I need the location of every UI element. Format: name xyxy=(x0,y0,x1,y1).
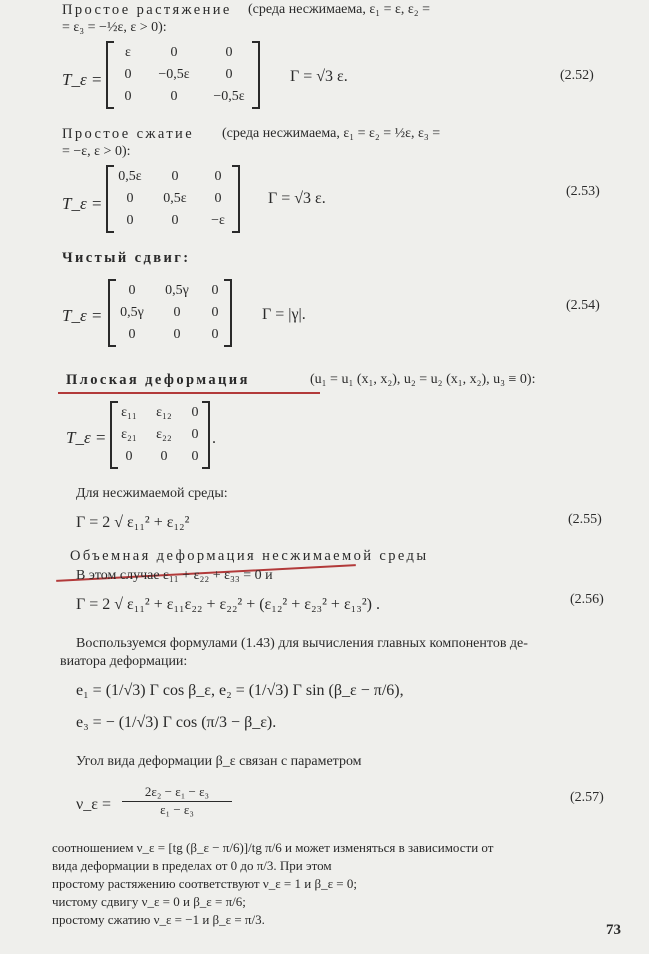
compression-gamma: Γ = √3 ε. xyxy=(268,190,326,207)
matrix-cell: 0 xyxy=(160,449,168,464)
principal-intro-line1: Воспользуемся формулами (1.43) для вычисления главных компонентов де- xyxy=(76,636,528,651)
matrix-cell: 0 xyxy=(211,305,219,320)
heading-simple-compression: Простое сжатие xyxy=(62,126,195,142)
shear-gamma: Γ = |γ|. xyxy=(262,306,306,323)
matrix-cell: 0,5γ xyxy=(120,305,144,320)
closing-line3: простому растяжению соответствуют ν_ε = 1 и β_ε = 0; xyxy=(52,876,357,891)
matrix-cell: −0,5ε xyxy=(158,67,190,82)
matrix-cell: 0 xyxy=(214,169,222,184)
equation-number-2-57: (2.57) xyxy=(570,790,604,805)
principal-e3: e₃ = − (1/√3) Γ cos (π/3 − β_ε). xyxy=(76,714,277,731)
matrix-cell: 0 xyxy=(128,327,136,342)
matrix-cell: ε₁₁ xyxy=(121,405,137,420)
heading-simple-tension: Простое растяжение xyxy=(62,2,232,18)
matrix-cell: ε₁₂ xyxy=(156,405,172,420)
shear-matrix xyxy=(108,280,232,346)
matrix-cell: 0 xyxy=(173,327,181,342)
matrix-cell: 0 xyxy=(191,449,199,464)
compression-matrix-lhs: T_ε = xyxy=(62,194,103,213)
closing-line4: чистому сдвигу ν_ε = 0 и β_ε = π/6; xyxy=(52,894,246,909)
tension-condition-line2: = ε₃ = −½ε, ε > 0): xyxy=(62,20,167,35)
tension-gamma: Γ = √3 ε. xyxy=(290,68,348,85)
principal-intro-line2: виатора деформации: xyxy=(60,654,188,669)
tension-matrix-lhs: T_ε = xyxy=(62,70,103,89)
equation-number-2-53: (2.53) xyxy=(566,184,600,199)
matrix-cell: 0 xyxy=(171,213,179,228)
handwritten-underline xyxy=(58,392,320,394)
lode-lhs: ν_ε = xyxy=(76,796,111,813)
volume-gamma-formula: Γ = 2 √ ε₁₁² + ε₁₁ε₂₂ + ε₂₂² + (ε₁₂² + ε₂₃² + ε₁₃²) . xyxy=(76,596,380,613)
matrix-cell: 0 xyxy=(124,67,132,82)
plane-matrix-lhs: T_ε = xyxy=(66,428,107,447)
matrix-cell: 0,5ε xyxy=(118,169,142,184)
tension-matrix xyxy=(106,42,260,108)
matrix-cell: 0 xyxy=(126,213,134,228)
matrix-cell: 0 xyxy=(170,45,178,60)
matrix-cell: 0,5γ xyxy=(165,283,189,298)
matrix-cell: −ε xyxy=(211,213,225,228)
matrix-cell: 0,5ε xyxy=(163,191,187,206)
matrix-cell: 0 xyxy=(170,89,178,104)
closing-line1: соотношением ν_ε = [tg (β_ε − π/6)]/tg π/6 и может изменяться в зависимости от xyxy=(52,840,494,855)
plane-gamma-formula: Γ = 2 √ ε₁₁² + ε₁₂² xyxy=(76,514,190,531)
equation-number-2-54: (2.54) xyxy=(566,298,600,313)
matrix-cell: ε xyxy=(125,45,131,60)
matrix-cell: 0 xyxy=(125,449,133,464)
matrix-cell: 0 xyxy=(171,169,179,184)
heading-volume-deformation: Объемная деформация несжимаемой среды xyxy=(70,548,429,564)
plane-matrix-period: . xyxy=(212,430,216,447)
plane-matrix xyxy=(110,402,210,468)
matrix-cell: 0 xyxy=(225,67,233,82)
principal-e1-e2: e₁ = (1/√3) Γ cos β_ε, e₂ = (1/√3) Γ sin (β_ε − π/6), xyxy=(76,682,404,699)
equation-number-2-55: (2.55) xyxy=(568,512,602,527)
equation-number-2-56: (2.56) xyxy=(570,592,604,607)
closing-line2: вида деформации в пределах от 0 до π/3. При этом xyxy=(52,858,332,873)
volume-case-text: В этом случае ε₁₁ + ε₂₂ + ε₃₃ = 0 и xyxy=(76,568,273,583)
matrix-cell: 0 xyxy=(211,327,219,342)
heading-pure-shear: Чистый сдвиг: xyxy=(62,250,191,266)
matrix-cell: 0 xyxy=(128,283,136,298)
plane-condition: (u₁ = u₁ (x₁, x₂), u₂ = u₂ (x₁, x₂), u₃ ≡ 0): xyxy=(310,372,536,387)
shear-matrix-lhs: T_ε = xyxy=(62,306,103,325)
closing-line5: простому сжатию ν_ε = −1 и β_ε = π/3. xyxy=(52,912,265,927)
matrix-cell: 0 xyxy=(124,89,132,104)
matrix-cell: 0 xyxy=(225,45,233,60)
heading-plane-deformation: Плоская деформация xyxy=(66,372,250,388)
matrix-cell: 0 xyxy=(173,305,181,320)
lode-intro: Угол вида деформации β_ε связан с параметром xyxy=(76,754,362,769)
matrix-cell: 0 xyxy=(126,191,134,206)
tension-condition-line1: (среда несжимаема, ε₁ = ε, ε₂ = xyxy=(248,2,431,17)
incompressible-label: Для несжимаемой среды: xyxy=(76,486,228,501)
matrix-cell: 0 xyxy=(214,191,222,206)
matrix-cell: 0 xyxy=(191,405,199,420)
equation-number-2-52: (2.52) xyxy=(560,68,594,83)
matrix-cell: −0,5ε xyxy=(213,89,245,104)
lode-fraction xyxy=(122,784,232,818)
lode-numerator: 2ε₂ − ε₁ − ε₃ xyxy=(122,784,232,802)
page-number: 73 xyxy=(606,922,621,938)
matrix-cell: 0 xyxy=(191,427,199,442)
compression-condition-line2: = −ε, ε > 0): xyxy=(62,144,131,159)
compression-matrix xyxy=(106,166,240,232)
matrix-cell: ε₂₂ xyxy=(156,427,172,442)
compression-condition-line1: (среда несжимаема, ε₁ = ε₂ = ½ε, ε₃ = xyxy=(222,126,441,141)
matrix-cell: 0 xyxy=(211,283,219,298)
matrix-cell: ε₂₁ xyxy=(121,427,137,442)
lode-denominator: ε₁ − ε₃ xyxy=(160,802,194,817)
